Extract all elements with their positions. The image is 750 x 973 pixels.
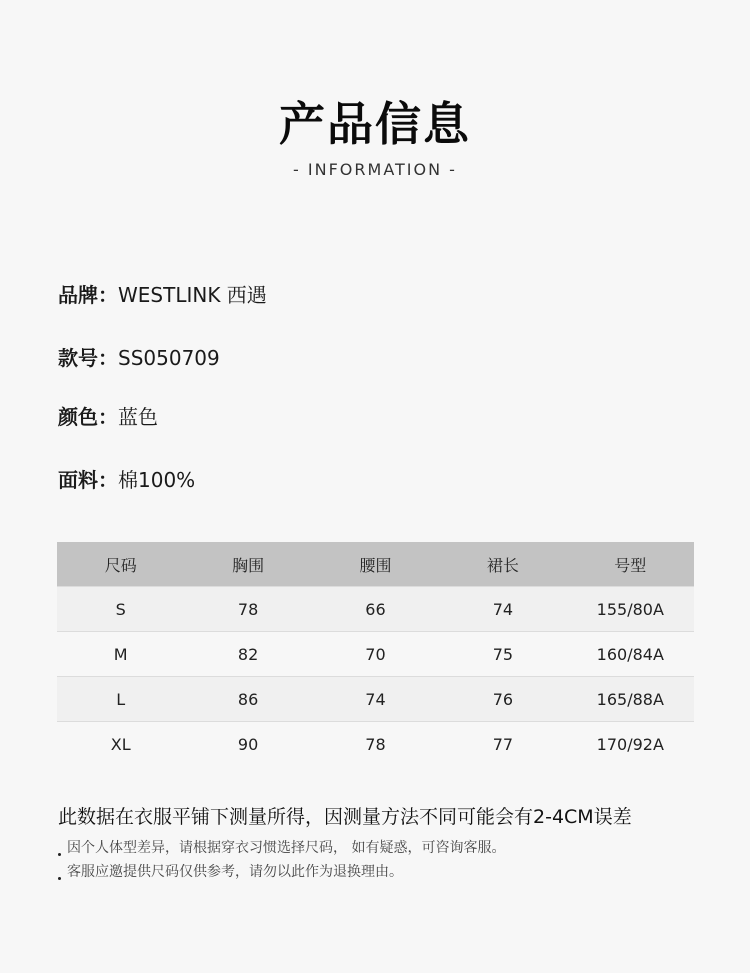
header-chest: 胸围 [184, 542, 311, 587]
table-cell: L [57, 677, 184, 722]
table-cell: 66 [312, 587, 439, 632]
page-title: 产品信息 [279, 97, 471, 151]
table-row [57, 722, 694, 767]
table-cell: 78 [184, 587, 311, 632]
table-row [57, 587, 694, 632]
table-cell: 86 [184, 677, 311, 722]
table-cell: M [57, 632, 184, 677]
fabric-label: 面料： [58, 468, 118, 492]
table-cell: S [57, 587, 184, 632]
style-no-label: 款号： [58, 346, 118, 370]
brand-label: 品牌： [58, 283, 118, 307]
measurement-note-title: 此数据在衣服平铺下测量所得，因测量方法不同可能会有2-4CM误差 [58, 806, 632, 828]
info-color [58, 401, 158, 430]
table-cell: 165/88A [567, 677, 694, 722]
bullet-icon [58, 877, 61, 880]
size-table-header [57, 542, 694, 587]
page-subtitle: - INFORMATION - [293, 160, 457, 179]
table-cell: 82 [184, 632, 311, 677]
table-cell: 74 [439, 587, 566, 632]
table-cell: 77 [439, 722, 566, 767]
color-label: 颜色： [58, 405, 118, 429]
note-item [58, 837, 505, 857]
brand-value: WESTLINK 西遇 [118, 283, 267, 307]
note-item [58, 861, 403, 881]
header-size: 尺码 [57, 542, 184, 587]
size-table [57, 542, 694, 766]
color-value: 蓝色 [118, 405, 158, 429]
bullet-icon [58, 853, 61, 856]
table-cell: 170/92A [567, 722, 694, 767]
style-no-value: SS050709 [118, 346, 220, 370]
info-brand [58, 279, 267, 308]
table-row [57, 632, 694, 677]
table-cell: 78 [312, 722, 439, 767]
table-cell: 75 [439, 632, 566, 677]
table-row [57, 677, 694, 722]
header-fit-code: 号型 [567, 542, 694, 587]
info-fabric [58, 464, 195, 493]
table-cell: 155/80A [567, 587, 694, 632]
note-text: 因个人体型差异，请根据穿衣习惯选择尺码， 如有疑惑，可咨询客服。 [67, 840, 506, 856]
header-waist: 腰围 [312, 542, 439, 587]
table-cell: XL [57, 722, 184, 767]
header-skirt-length: 裙长 [439, 542, 566, 587]
table-cell: 70 [312, 632, 439, 677]
fabric-value: 棉100% [118, 468, 196, 492]
table-cell: 160/84A [567, 632, 694, 677]
note-text: 客服应邀提供尺码仅供参考，请勿以此作为退换理由。 [67, 864, 403, 880]
table-cell: 76 [439, 677, 566, 722]
table-cell: 74 [312, 677, 439, 722]
table-cell: 90 [184, 722, 311, 767]
info-style-no [58, 342, 220, 371]
